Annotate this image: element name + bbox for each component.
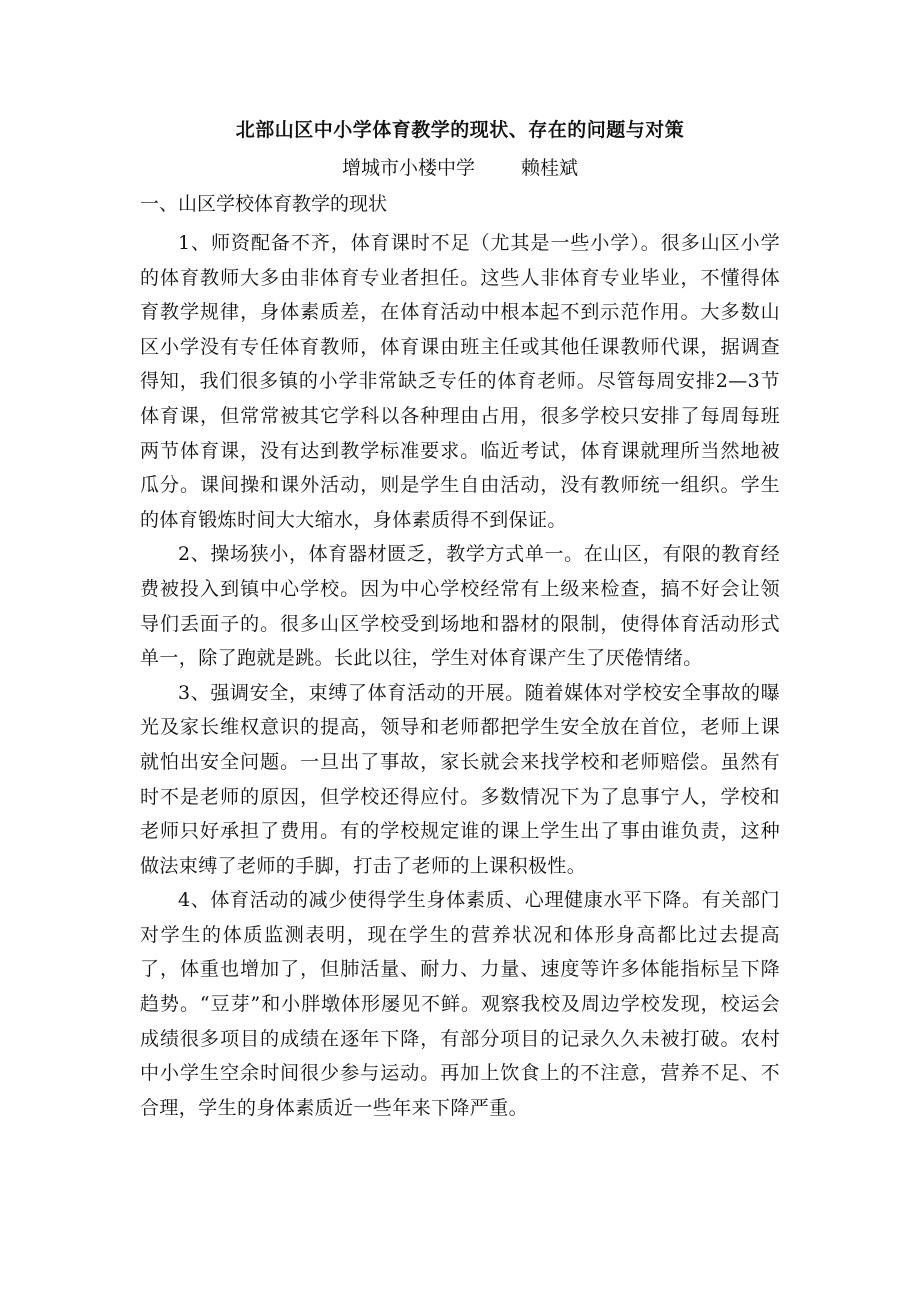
author-school: 增城市小楼中学: [341, 157, 475, 179]
section-heading: 一、山区学校体育教学的现状: [140, 193, 388, 215]
body-text: [140, 226, 780, 1125]
paragraph-4: 4、体育活动的减少使得学生身体素质、心理健康水平下降。有关部门对学生的体质监测表明，现在学生的营养状况和体形身高都比过去提高了，体重也增加了，但肺活量、耐力、力量、速度等许多体能指标呈下降趋势。“豆芽”和小胖墩体形屡见不鲜。观察我校及周边学校发现，校运会成绩很多项目的成绩在逐年下降，有部分项目的记录久久未被打破。农村中小学生空余时间很少参与运动。再加上饮食上的不注意，营养不足、不合理，学生的身体素质近一些年来下降严重。: [140, 889, 780, 1119]
paragraph-3: 3、强调安全，束缚了体育活动的开展。随着媒体对学校安全事故的曝光及家长维权意识的提高，领导和老师都把学生安全放在首位，老师上课就怕出安全问题。一旦出了事故，家长就会来找学校和老师赔偿。虽然有时不是老师的原因，但学校还得应付。多数情况下为了息事宁人，学校和老师只好承担了费用。有的学校规定谁的课上学生出了事由谁负责，这种做法束缚了老师的手脚，打击了老师的上课积极性。: [140, 681, 780, 877]
document-title: 北部山区中小学体育教学的现状、存在的问题与对策: [235, 119, 685, 141]
paragraph-2: 2、操场狭小，体育器材匮乏，教学方式单一。在山区，有限的教育经费被投入到镇中心学校。因为中心学校经常有上级来检查，搞不好会让领导们丢面子的。很多山区学校受到场地和器材的限制，使得体育活动形式单一，除了跑就是跳。长此以往，学生对体育课产生了厌倦情绪。: [140, 543, 780, 670]
paragraph-1: 1、师资配备不齐，体育课时不足（尤其是一些小学）。很多山区小学的体育教师大多由非体育专业者担任。这些人非体育专业毕业，不懂得体育教学规律，身体素质差，在体育活动中根本起不到示范作用。大多数山区小学没有专任体育教师，体育课由班主任或其他任课教师代课，据调查得知，我们很多镇的小学非常缺乏专任的体育老师。尽管每周安排2—3节体育课，但常常被其它学科以各种理由占用，很多学校只安排了每周每班两节体育课，没有达到教学标准要求。临近考试，体育课就理所当然地被瓜分。课间操和课外活动，则是学生自由活动，没有教师统一组织。学生的体育锻炼时间大大缩水，身体素质得不到保证。: [140, 232, 780, 531]
author-name: 赖桂斌: [521, 157, 579, 179]
author-byline: [0, 154, 920, 182]
